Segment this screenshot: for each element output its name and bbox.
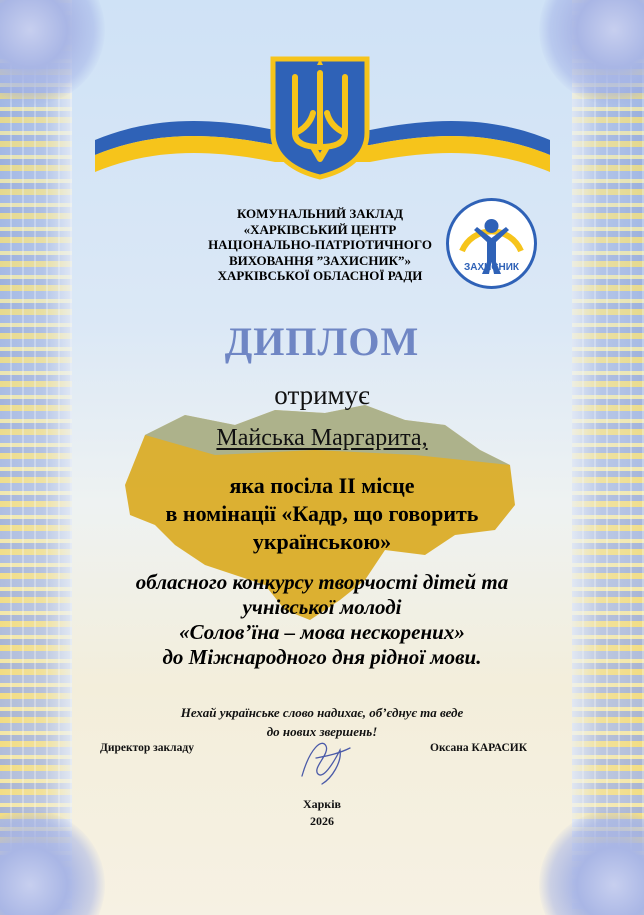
receives-text: отримує [274,380,370,410]
org-line: ХАРКІВСЬКОЇ ОБЛАСНОЇ РАДИ [217,268,423,283]
handwritten-signature-icon [292,728,358,788]
corner-ornament-top-right [539,0,644,105]
contest-line: учнівської молоді [242,595,402,619]
trident-coat-of-arms-icon [265,55,375,180]
org-line: НАЦІОНАЛЬНО-ПАТРІОТИЧНОГО [208,237,432,252]
diploma-title: ДИПЛОМ [224,319,420,364]
zakhysnyk-logo-icon [444,196,539,291]
contest-line: «Солов’їна – мова нескорених» [179,620,465,644]
left-border-fade [0,0,72,915]
placement-line: українською» [252,529,392,554]
placement-line: в номінації «Кадр, що говорить [165,501,479,526]
year-text: 2026 [310,814,334,828]
logo-caption: ЗАХИСНИК [463,262,520,273]
recipient-name-text: Майська Маргарита, [216,425,428,451]
right-border-fade [572,0,644,915]
contest-line: до Міжнародного дня рідної мови. [162,645,482,669]
director-name: Оксана КАРАСИК [430,742,528,754]
motto-line: до нових звершень! [266,724,378,739]
corner-ornament-top-left [0,0,105,105]
placement-block [100,472,544,556]
org-line: «ХАРКІВСЬКИЙ ЦЕНТР [243,221,397,237]
contest-block [90,570,554,670]
recipient-name [0,425,644,452]
org-line: ВИХОВАННЯ ˮЗАХИСНИК”» [228,252,411,268]
contest-line: обласного конкурсу творчості дітей та [135,570,509,594]
organization-name [170,206,470,284]
placement-line: яка посіла ІІ місце [229,473,415,498]
director-label: Директор закладу [100,742,194,754]
org-line: КОМУНАЛЬНИЙ ЗАКЛАД [236,206,404,221]
motto-line: Нехай українське слово надихає, об’єднує та веде [180,705,464,720]
city-text: Харків [302,797,342,811]
